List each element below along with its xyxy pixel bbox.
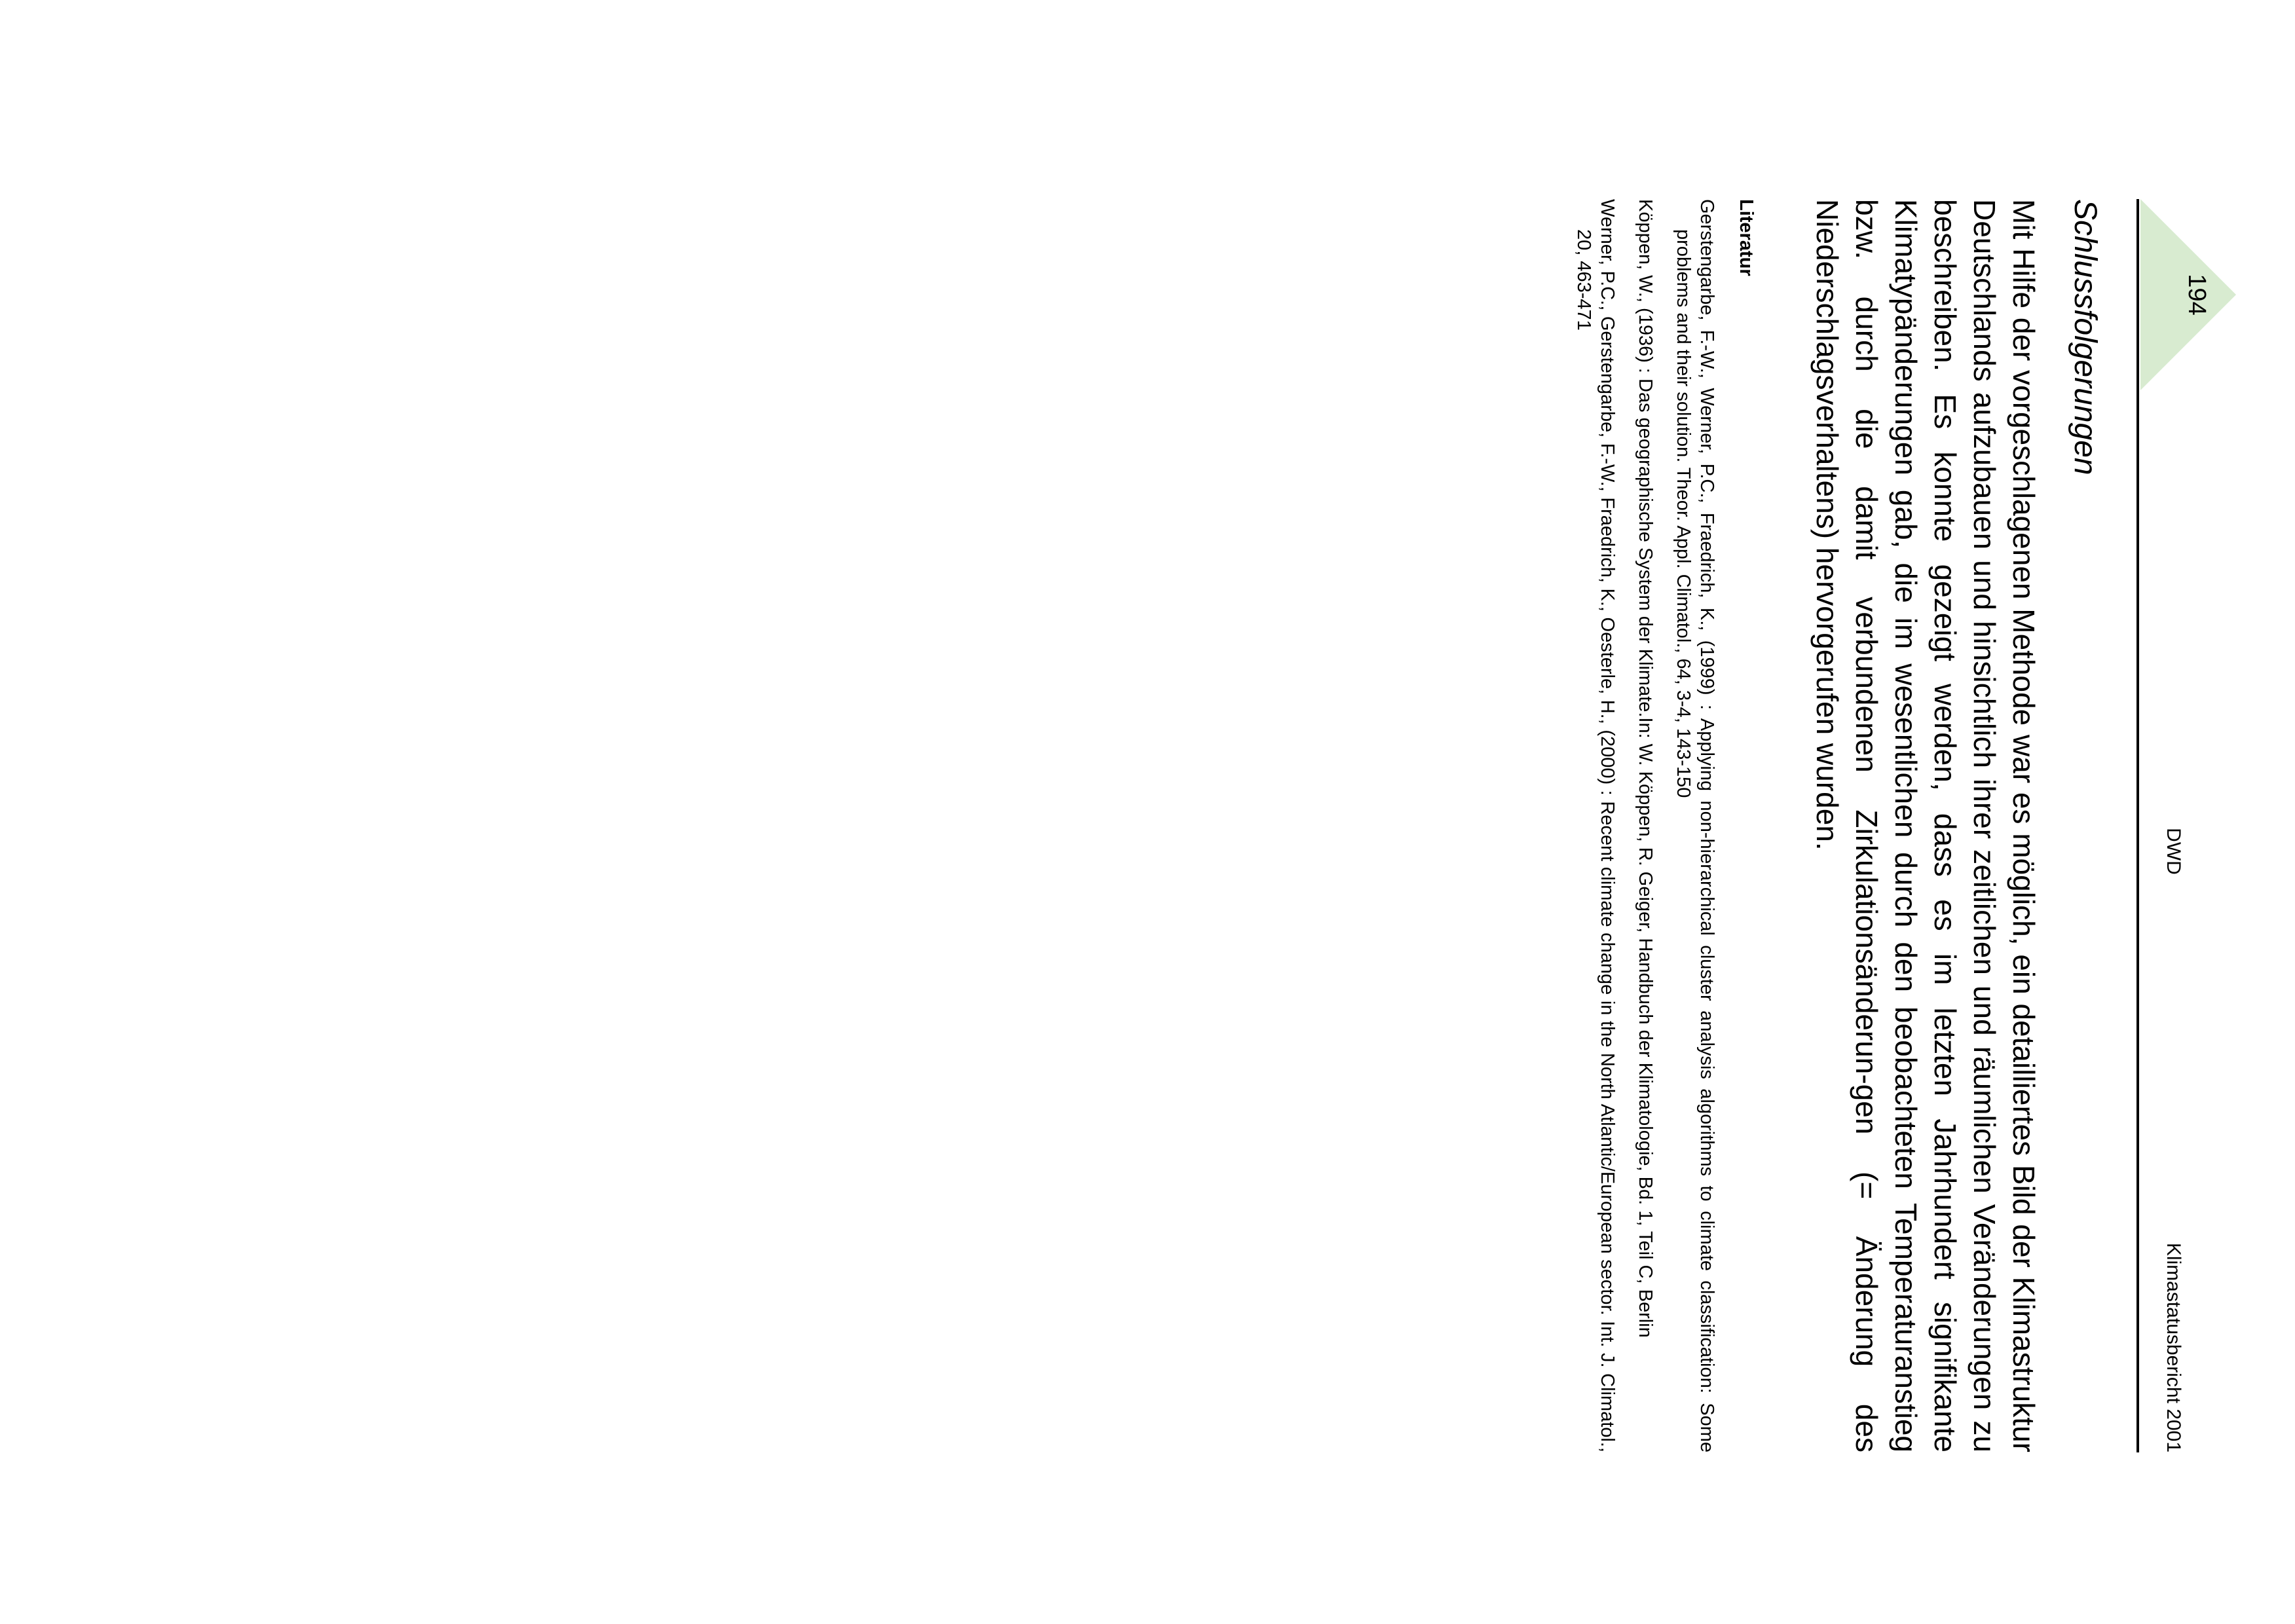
header-rule bbox=[2136, 199, 2139, 1452]
references-heading: Literatur bbox=[1736, 199, 1757, 276]
header-report-title: Klimastatusbericht 2001 bbox=[2163, 1242, 2184, 1452]
page-number: 194 bbox=[2183, 274, 2211, 316]
reference-item: Werner, P.C., Gerstengarbe, F.-W., Fraedrich, K., Oesterle, H., (2000) : Recent climate change in the North Atlantic/European sector. Int. J. Climatol., 20, 463-471 bbox=[1573, 199, 1618, 1452]
reference-item: Köppen, W., (1936) : Das geographische System der Klimate.In: W. Köppen, R. Geiger, Handbuch der Klimatologie, Bd. 1, Teil C, Berlin bbox=[1635, 199, 1656, 1338]
reference-item: Gerstengarbe, F.-W., Werner, P.C., Fraedrich, K., (1999) : Applying non-hierarchical cluster analysis algorithms to climate classification: Some problems and their solution. Theor. Appl. Climatol., 64, 3-4, 143-150 bbox=[1673, 199, 1717, 1452]
references-list bbox=[1558, 199, 1719, 1452]
section-body: Mit Hilfe der vorgeschlagenen Methode war es möglich, ein detailliertes Bild der Klimastruktur Deutschlands aufzubauen und hinsichtlich ihrer zeitlichen und räumlichen Veränderungen zu beschreiben. Es konnte gezeigt werden, dass es im letzten Jahrhundert signifikante Klimatypänderungen gab, die im wesentlichen durch den beobachteten Temperaturanstieg bzw. durch die damit verbundenen Zirkulationsänderun-gen (= Änderung des Niederschlagsverhaltens) hervorgerufen wurden. bbox=[1810, 199, 2041, 1452]
header-publisher: DWD bbox=[2163, 828, 2184, 875]
section-title: Schlussfolgerungen bbox=[2068, 199, 2102, 475]
